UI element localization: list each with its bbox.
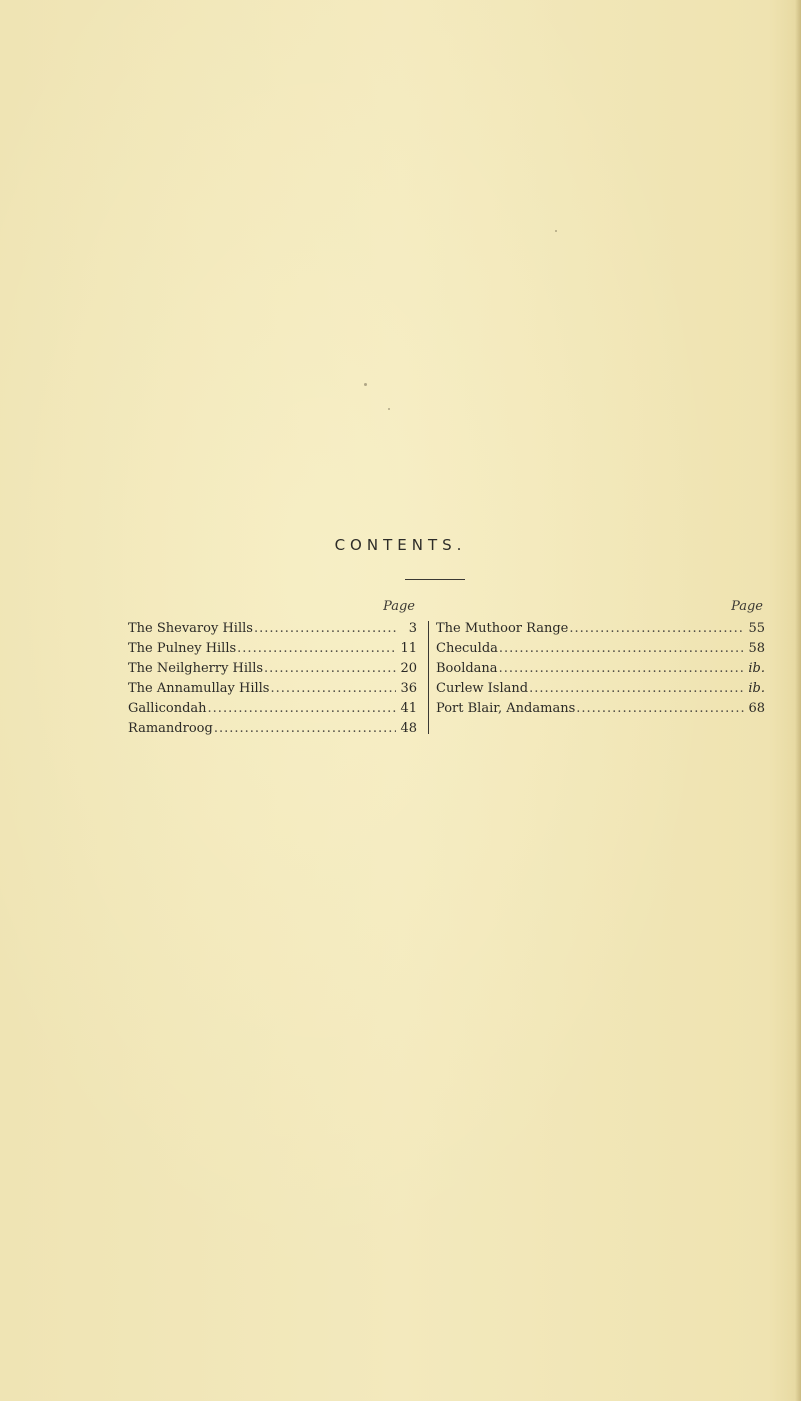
dot-leader [264,659,396,679]
dot-leader [576,699,744,719]
toc-entry-page: 48 [400,721,417,736]
toc-entry-page: 36 [400,681,417,696]
dot-leader [569,619,744,639]
toc-entry-title: The Muthoor Range [436,621,569,636]
toc-entry-page: 58 [748,641,765,656]
toc-entry [436,639,765,659]
contents-column-right [436,599,765,719]
paper-speck [555,230,557,232]
dot-leader [529,679,744,699]
toc-entry-title: Booldana [436,661,498,676]
toc-entry [436,699,765,719]
toc-entry-title: The Shevaroy Hills [128,621,253,636]
dot-leader [270,679,396,699]
toc-entry-page: ib. [748,661,765,676]
toc-entry-title: Ramandroog [128,721,213,736]
dot-leader [208,699,396,719]
toc-entry [128,679,417,699]
toc-entry-page: 11 [400,641,417,656]
toc-entry [436,619,765,639]
toc-entry-page: ib. [748,681,765,696]
heading-rule [405,579,465,580]
toc-entry [128,639,417,659]
column-divider [428,621,429,734]
toc-entry-title: The Neilgherry Hills [128,661,264,676]
toc-entry-title: Gallicondah [128,701,207,716]
dot-leader [237,639,396,659]
paper-speck [364,383,367,386]
toc-entry-title: Checulda [436,641,498,656]
dot-leader [499,659,744,679]
toc-entry [436,659,765,679]
dot-leader [214,719,396,739]
toc-entry [128,699,417,719]
toc-entry [436,679,765,699]
toc-entry-title: The Annamullay Hills [128,681,270,696]
toc-entry-page: 55 [748,621,765,636]
toc-entry-title: The Pulney Hills [128,641,237,656]
toc-entry-page: 3 [408,621,417,636]
page-edge-shadow [795,0,801,1401]
contents-heading: CONTENTS. [334,536,467,554]
page-column-header: Page [383,599,415,614]
page-column-header: Page [731,599,763,614]
toc-entry-page: 68 [748,701,765,716]
toc-entry-title: Port Blair, Andamans [436,701,576,716]
toc-entry [128,659,417,679]
toc-entry-page: 20 [400,661,417,676]
toc-entry-title: Curlew Island [436,681,529,696]
toc-entry [128,719,417,739]
dot-leader [254,619,396,639]
paper-speck [388,408,390,410]
dot-leader [499,639,744,659]
toc-entry [128,619,417,639]
toc-entry-page: 41 [400,701,417,716]
contents-column-left [128,599,417,739]
